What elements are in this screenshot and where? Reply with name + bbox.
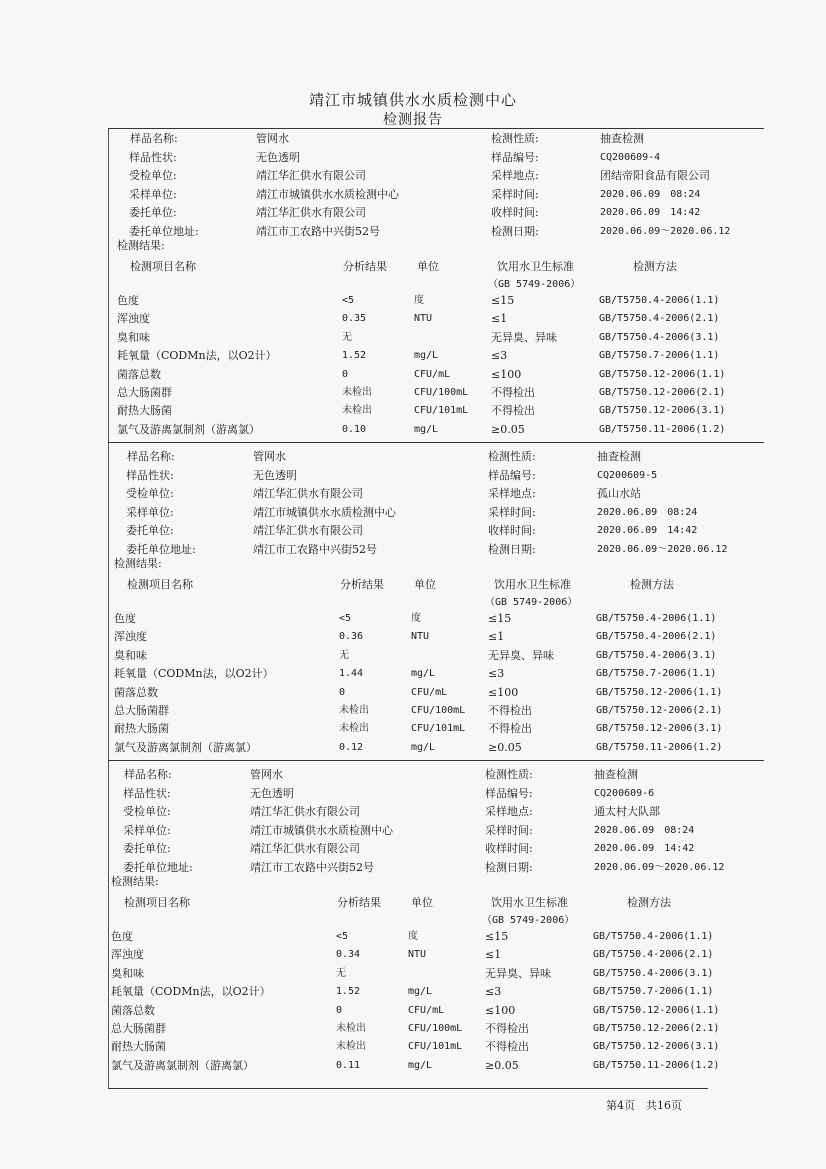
col-result-header: 分析结果 <box>343 260 387 273</box>
inspected-unit-value: 靖江华汇供水有限公司 <box>253 487 363 500</box>
method-value: GB/T5750.4-2006(1.1) <box>593 931 714 942</box>
unit-value: 度 <box>414 295 424 306</box>
result-value: 未检出 <box>339 705 369 716</box>
item-name: 臭和味 <box>114 649 147 662</box>
left-border <box>108 128 109 1088</box>
item-name: 色度 <box>114 612 136 625</box>
item-name: 浑浊度 <box>117 312 150 325</box>
col-standard-subheader: （GB 5749-2006） <box>482 915 575 926</box>
label-client-address: 委托单位地址: <box>129 225 199 238</box>
label-sample-no: 样品编号: <box>488 469 536 482</box>
unit-value: CFU/101mL <box>414 405 469 416</box>
method-value: GB/T5750.11-2006(1.2) <box>596 742 723 753</box>
standard-value: ≥0.05 <box>485 1059 519 1072</box>
label-client-unit: 委托单位: <box>126 524 174 537</box>
method-value: GB/T5750.4-2006(3.1) <box>593 968 714 979</box>
inspected-unit-value: 靖江华汇供水有限公司 <box>250 805 360 818</box>
page-info: 第4页 共16页 <box>606 1099 682 1112</box>
result-value: 0.10 <box>342 424 367 435</box>
receiving-time-value: 2020.06.09 14:42 <box>594 843 695 854</box>
unit-value: 度 <box>411 613 421 624</box>
label-sample-name: 样品名称: <box>124 768 172 781</box>
unit-value: CFU/101mL <box>408 1041 463 1052</box>
receiving-time-value: 2020.06.09 14:42 <box>600 207 701 218</box>
result-value: 未检出 <box>336 1041 366 1052</box>
label-sample-no: 样品编号: <box>485 787 533 800</box>
standard-value: ≤1 <box>491 312 508 325</box>
unit-value: CFU/mL <box>408 1005 445 1016</box>
result-value: 未检出 <box>342 387 372 398</box>
unit-value: mg/L <box>414 350 439 361</box>
sampling-time-value: 2020.06.09 08:24 <box>594 825 695 836</box>
unit-value: CFU/mL <box>414 369 451 380</box>
label-sampling-unit: 采样单位: <box>126 506 174 519</box>
result-value: 0.36 <box>339 631 364 642</box>
label-test-date: 检测日期: <box>491 225 539 238</box>
sampling-unit-value: 靖江市城镇供水水质检测中心 <box>253 506 396 519</box>
method-value: GB/T5750.4-2006(2.1) <box>593 949 714 960</box>
standard-value: ≤15 <box>485 930 509 943</box>
label-sampling-time: 采样时间: <box>488 506 536 519</box>
client-address-value: 靖江市工农路中兴街52号 <box>250 861 374 874</box>
sample-no-value: CQ200609-4 <box>600 152 661 163</box>
standard-value: 不得检出 <box>491 386 535 399</box>
item-name: 浑浊度 <box>114 630 147 643</box>
label-test-nature: 检测性质: <box>488 450 536 463</box>
unit-value: CFU/100mL <box>414 387 469 398</box>
label-sampling-location: 采样地点: <box>491 169 539 182</box>
item-name: 总大肠菌群 <box>111 1022 166 1035</box>
results-label: 检测结果: <box>117 239 165 252</box>
label-client-address: 委托单位地址: <box>126 543 196 556</box>
item-name: 氯气及游离氯制剂（游离氯） <box>114 741 257 754</box>
standard-value: ≥0.05 <box>488 741 522 754</box>
test-date-value: 2020.06.09～2020.06.12 <box>597 544 728 555</box>
sample-name-value: 管网水 <box>250 768 283 781</box>
result-value: 无 <box>342 332 352 343</box>
label-sampling-location: 采样地点: <box>488 487 536 500</box>
label-sample-state: 样品性状: <box>126 469 174 482</box>
unit-value: NTU <box>414 313 433 324</box>
standard-value: ≤15 <box>488 612 512 625</box>
method-value: GB/T5750.4-2006(1.1) <box>596 613 717 624</box>
sampling-location-value: 通太村大队部 <box>594 805 660 818</box>
client-address-value: 靖江市工农路中兴街52号 <box>256 225 380 238</box>
col-unit-header: 单位 <box>417 260 439 273</box>
method-value: GB/T5750.7-2006(1.1) <box>599 350 720 361</box>
col-standard-subheader: （GB 5749-2006） <box>488 279 581 290</box>
item-name: 耐热大肠菌 <box>117 404 172 417</box>
col-item-header: 检测项目名称 <box>124 896 190 909</box>
result-value: 未检出 <box>336 1023 366 1034</box>
method-value: GB/T5750.12-2006(3.1) <box>593 1041 720 1052</box>
method-value: GB/T5750.12-2006(2.1) <box>599 387 726 398</box>
standard-value: 无异臭、异味 <box>485 967 551 980</box>
report-subtitle: 检测报告 <box>383 112 443 128</box>
sample-name-value: 管网水 <box>253 450 286 463</box>
sampling-time-value: 2020.06.09 08:24 <box>600 189 701 200</box>
sampling-time-value: 2020.06.09 08:24 <box>597 507 698 518</box>
sample-state-value: 无色透明 <box>253 469 297 482</box>
label-client-unit: 委托单位: <box>129 206 177 219</box>
result-value: 0.12 <box>339 742 364 753</box>
sampling-location-value: 孤山水站 <box>597 487 641 500</box>
test-nature-value: 抽查检测 <box>600 132 644 145</box>
sampling-location-value: 团结帝阳食品有限公司 <box>600 169 710 182</box>
result-value: 1.52 <box>336 986 361 997</box>
standard-value: ≤100 <box>488 686 519 699</box>
standard-value: ≥0.05 <box>491 423 525 436</box>
label-sample-state: 样品性状: <box>129 151 177 164</box>
result-value: 无 <box>336 968 346 979</box>
col-result-header: 分析结果 <box>340 578 384 591</box>
col-standard-header: 饮用水卫生标准 <box>497 260 574 273</box>
standard-value: 无异臭、异味 <box>488 649 554 662</box>
col-unit-header: 单位 <box>414 578 436 591</box>
standard-value: ≤3 <box>488 667 505 680</box>
label-receiving-time: 收样时间: <box>485 842 533 855</box>
col-method-header: 检测方法 <box>630 578 674 591</box>
item-name: 氯气及游离氯制剂（游离氯） <box>111 1059 254 1072</box>
title-underline <box>108 128 764 129</box>
result-value: 0 <box>342 369 349 380</box>
item-name: 总大肠菌群 <box>114 704 169 717</box>
label-sample-name: 样品名称: <box>130 132 178 145</box>
unit-value: CFU/101mL <box>411 723 466 734</box>
standard-value: 无异臭、异味 <box>491 331 557 344</box>
method-value: GB/T5750.12-2006(2.1) <box>593 1023 720 1034</box>
standard-value: 不得检出 <box>491 404 535 417</box>
item-name: 菌落总数 <box>114 686 158 699</box>
receiving-time-value: 2020.06.09 14:42 <box>597 525 698 536</box>
client-unit-value: 靖江华汇供水有限公司 <box>253 524 363 537</box>
unit-value: 度 <box>408 931 418 942</box>
col-standard-header: 饮用水卫生标准 <box>491 896 568 909</box>
result-value: 0.34 <box>336 949 361 960</box>
result-value: 无 <box>339 650 349 661</box>
method-value: GB/T5750.11-2006(1.2) <box>599 424 726 435</box>
standard-value: ≤1 <box>485 948 502 961</box>
standard-value: 不得检出 <box>485 1040 529 1053</box>
results-label: 检测结果: <box>111 875 159 888</box>
result-value: 1.44 <box>339 668 364 679</box>
item-name: 耗氧量（CODMn法，以O2计） <box>111 985 271 998</box>
result-value: <5 <box>339 613 352 624</box>
test-nature-value: 抽查检测 <box>594 768 638 781</box>
label-test-date: 检测日期: <box>488 543 536 556</box>
bottom-border <box>108 1088 708 1089</box>
inspected-unit-value: 靖江华汇供水有限公司 <box>256 169 366 182</box>
sample-no-value: CQ200609-5 <box>597 470 658 481</box>
col-standard-header: 饮用水卫生标准 <box>494 578 571 591</box>
client-unit-value: 靖江华汇供水有限公司 <box>256 206 366 219</box>
result-value: <5 <box>336 931 349 942</box>
label-test-nature: 检测性质: <box>491 132 539 145</box>
item-name: 臭和味 <box>117 331 150 344</box>
block-separator <box>108 760 764 761</box>
report-title: 靖江市城镇供水水质检测中心 <box>308 91 517 109</box>
method-value: GB/T5750.12-2006(1.1) <box>593 1005 720 1016</box>
label-inspected-unit: 受检单位: <box>126 487 174 500</box>
label-inspected-unit: 受检单位: <box>129 169 177 182</box>
item-name: 色度 <box>111 930 133 943</box>
unit-value: mg/L <box>408 1060 433 1071</box>
result-value: 1.52 <box>342 350 367 361</box>
item-name: 耗氧量（CODMn法，以O2计） <box>117 349 277 362</box>
standard-value: ≤1 <box>488 630 505 643</box>
label-receiving-time: 收样时间: <box>488 524 536 537</box>
test-date-value: 2020.06.09～2020.06.12 <box>594 862 725 873</box>
standard-value: ≤15 <box>491 294 515 307</box>
unit-value: CFU/100mL <box>408 1023 463 1034</box>
label-inspected-unit: 受检单位: <box>123 805 171 818</box>
results-label: 检测结果: <box>114 557 162 570</box>
block-separator <box>108 442 764 443</box>
unit-value: mg/L <box>414 424 439 435</box>
sample-no-value: CQ200609-6 <box>594 788 655 799</box>
result-value: 0 <box>339 687 346 698</box>
item-name: 耐热大肠菌 <box>114 722 169 735</box>
col-standard-subheader: （GB 5749-2006） <box>485 597 578 608</box>
result-value: 0 <box>336 1005 343 1016</box>
standard-value: ≤100 <box>485 1004 516 1017</box>
method-value: GB/T5750.4-2006(1.1) <box>599 295 720 306</box>
unit-value: CFU/mL <box>411 687 448 698</box>
method-value: GB/T5750.12-2006(1.1) <box>599 369 726 380</box>
unit-value: mg/L <box>411 668 436 679</box>
item-name: 总大肠菌群 <box>117 386 172 399</box>
col-unit-header: 单位 <box>411 896 433 909</box>
label-test-date: 检测日期: <box>485 861 533 874</box>
label-sampling-time: 采样时间: <box>491 188 539 201</box>
label-sample-no: 样品编号: <box>491 151 539 164</box>
col-result-header: 分析结果 <box>337 896 381 909</box>
col-item-header: 检测项目名称 <box>127 578 193 591</box>
unit-value: CFU/100mL <box>411 705 466 716</box>
client-unit-value: 靖江华汇供水有限公司 <box>250 842 360 855</box>
item-name: 氯气及游离氯制剂（游离氯） <box>117 423 260 436</box>
sampling-unit-value: 靖江市城镇供水水质检测中心 <box>256 188 399 201</box>
col-item-header: 检测项目名称 <box>130 260 196 273</box>
col-method-header: 检测方法 <box>627 896 671 909</box>
standard-value: ≤3 <box>491 349 508 362</box>
method-value: GB/T5750.4-2006(3.1) <box>599 332 720 343</box>
label-sampling-unit: 采样单位: <box>129 188 177 201</box>
result-value: 0.35 <box>342 313 367 324</box>
unit-value: mg/L <box>411 742 436 753</box>
label-sampling-time: 采样时间: <box>485 824 533 837</box>
method-value: GB/T5750.4-2006(2.1) <box>599 313 720 324</box>
method-value: GB/T5750.12-2006(3.1) <box>596 723 723 734</box>
test-nature-value: 抽查检测 <box>597 450 641 463</box>
standard-value: 不得检出 <box>488 722 532 735</box>
item-name: 耗氧量（CODMn法，以O2计） <box>114 667 274 680</box>
label-sampling-location: 采样地点: <box>485 805 533 818</box>
unit-value: mg/L <box>408 986 433 997</box>
label-sample-name: 样品名称: <box>127 450 175 463</box>
item-name: 浑浊度 <box>111 948 144 961</box>
method-value: GB/T5750.4-2006(3.1) <box>596 650 717 661</box>
method-value: GB/T5750.7-2006(1.1) <box>593 986 714 997</box>
item-name: 色度 <box>117 294 139 307</box>
method-value: GB/T5750.11-2006(1.2) <box>593 1060 720 1071</box>
sample-state-value: 无色透明 <box>256 151 300 164</box>
method-value: GB/T5750.12-2006(2.1) <box>596 705 723 716</box>
sample-state-value: 无色透明 <box>250 787 294 800</box>
item-name: 耐热大肠菌 <box>111 1040 166 1053</box>
label-sample-state: 样品性状: <box>123 787 171 800</box>
label-sampling-unit: 采样单位: <box>123 824 171 837</box>
method-value: GB/T5750.4-2006(2.1) <box>596 631 717 642</box>
label-client-address: 委托单位地址: <box>123 861 193 874</box>
result-value: <5 <box>342 295 355 306</box>
unit-value: NTU <box>408 949 427 960</box>
item-name: 臭和味 <box>111 967 144 980</box>
client-address-value: 靖江市工农路中兴街52号 <box>253 543 377 556</box>
result-value: 未检出 <box>342 405 372 416</box>
standard-value: ≤100 <box>491 368 522 381</box>
method-value: GB/T5750.12-2006(1.1) <box>596 687 723 698</box>
item-name: 菌落总数 <box>117 368 161 381</box>
method-value: GB/T5750.12-2006(3.1) <box>599 405 726 416</box>
sampling-unit-value: 靖江市城镇供水水质检测中心 <box>250 824 393 837</box>
result-value: 未检出 <box>339 723 369 734</box>
standard-value: 不得检出 <box>488 704 532 717</box>
item-name: 菌落总数 <box>111 1004 155 1017</box>
result-value: 0.11 <box>336 1060 361 1071</box>
method-value: GB/T5750.7-2006(1.1) <box>596 668 717 679</box>
col-method-header: 检测方法 <box>633 260 677 273</box>
label-test-nature: 检测性质: <box>485 768 533 781</box>
standard-value: 不得检出 <box>485 1022 529 1035</box>
unit-value: NTU <box>411 631 430 642</box>
test-date-value: 2020.06.09～2020.06.12 <box>600 226 731 237</box>
standard-value: ≤3 <box>485 985 502 998</box>
sample-name-value: 管网水 <box>256 132 289 145</box>
label-client-unit: 委托单位: <box>123 842 171 855</box>
label-receiving-time: 收样时间: <box>491 206 539 219</box>
